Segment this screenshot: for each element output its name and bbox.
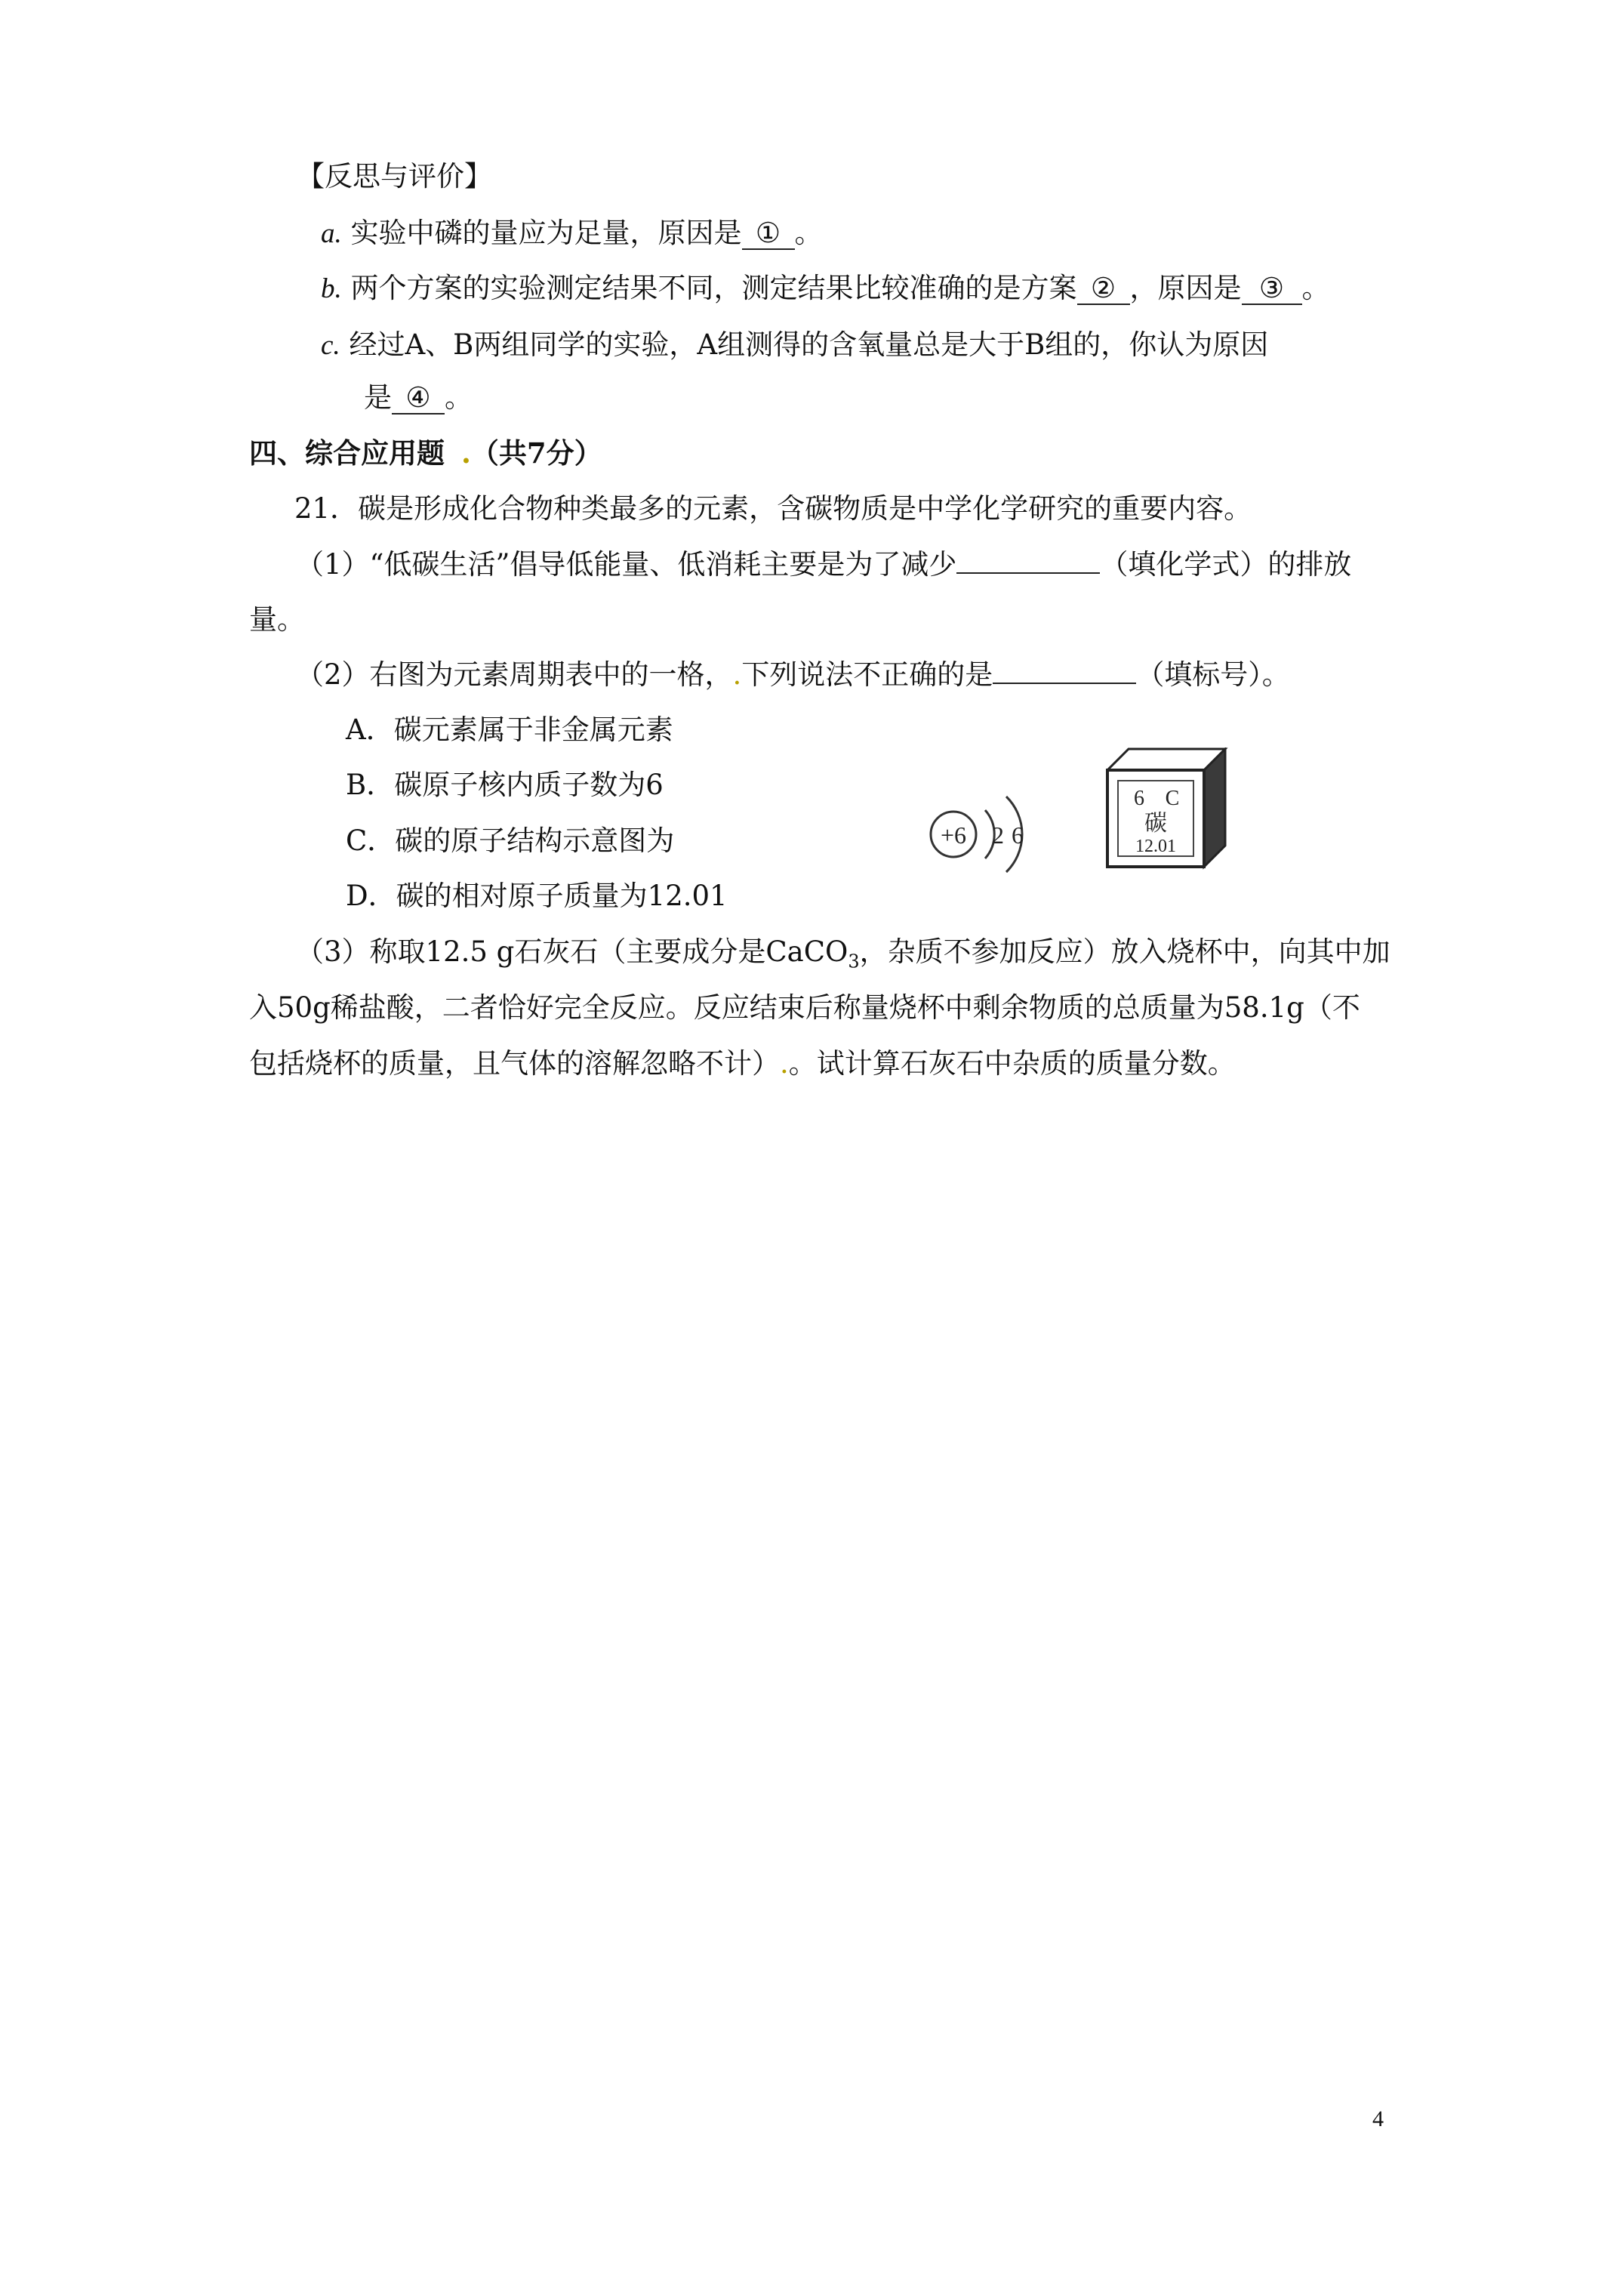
question-21-part3-line2: 入50g稀盐酸，二者恰好完全反应。反应结束后称量烧杯中剩余物质的总质量为58.1g（不 [249,991,1360,1024]
element-symbol: C [1165,787,1180,810]
option-d: D．碳的相对原子质量为12.01 [346,880,728,912]
section-title: 四、综合应用题 .（共7分） [249,436,602,470]
reflection-heading: 【反思与评价】 [297,160,492,193]
question-21-part1: （1）“低碳生活”倡导低能量、低消耗主要是为了减少 （填化学式）的排放 [296,548,1352,581]
item-letter: c. [321,330,340,361]
question-21-part1-cont: 量。 [249,603,305,636]
item-letter: a. [321,218,342,249]
option-b: B．碳原子核内质子数为6 [346,769,664,801]
item-letter: b. [321,273,342,304]
option-c: C．碳的原子结构示意图为 [346,824,675,857]
reflection-item-a: a. 实验中磷的量应为足量，原因是 ① 。 [321,217,823,249]
page-number: 4 [1372,2106,1384,2131]
question-21-part3-line3: 包括烧杯的质量，且气体的溶解忽略不计）.。试计算石灰石中杂质的质量分数。 [249,1047,1236,1080]
element-name: 碳 [1144,810,1167,837]
answer-blank-formula[interactable] [956,572,1100,574]
answer-blank-1[interactable]: ① [742,218,795,250]
option-a: A．碳元素属于非金属元素 [346,713,673,746]
shell-1-electrons: 2 [992,821,1004,849]
nucleus-charge: +6 [940,821,967,849]
reflection-item-c-cont: 是 ④ 。 [364,381,473,414]
shell-2-electrons: 6 [1012,821,1024,849]
answer-blank-2[interactable]: ② [1077,273,1130,305]
subscript-3: 3 [848,951,860,972]
question-21-part2: （2）右图为元素周期表中的一格，.下列说法不正确的是 （填标号）。 [296,658,1290,691]
answer-blank-4[interactable]: ④ [392,383,445,415]
atomic-mass: 12.01 [1135,837,1176,856]
atomic-structure-diagram [925,781,1046,887]
reflection-item-c: c. 经过A、B两组同学的实验，A组测得的含氧量总是大于B组的，你认为原因 [321,328,1269,361]
periodic-table-cell [1106,747,1234,876]
atomic-number: 6 [1134,787,1144,810]
question-21-intro: 21．碳是形成化合物种类最多的元素，含碳物质是中学化学研究的重要内容。 [294,492,1252,525]
answer-blank-3[interactable]: ③ [1242,273,1302,305]
reflection-item-b: b. 两个方案的实验测定结果不同，测定结果比较准确的是方案 ② ，原因是 ③ 。 [321,272,1330,304]
question-21-part3: （3）称取12.5 g石灰石（主要成分是CaCO$_3$，杂质不参加反应）放入烧杯中，向其中加 [296,935,1390,972]
answer-blank-option[interactable] [993,683,1136,684]
